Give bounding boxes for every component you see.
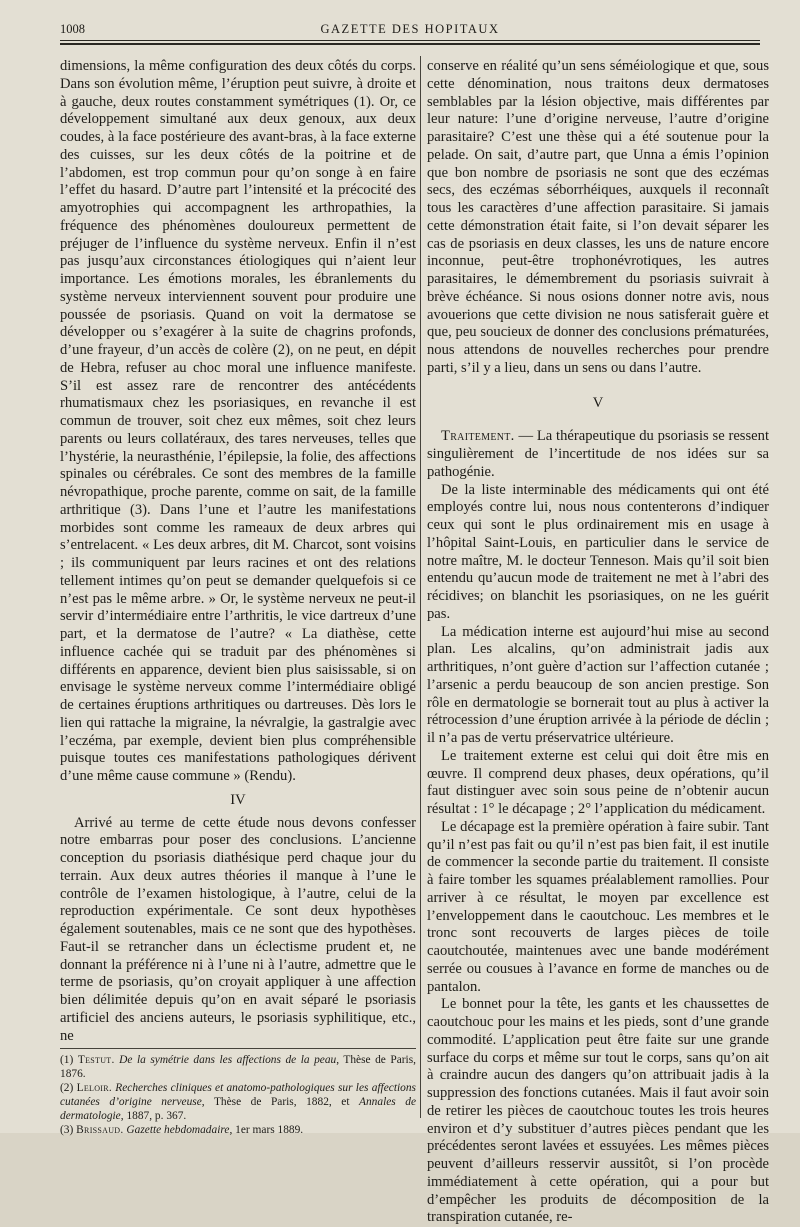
right-paragraph-5: Le traitement externe est celui qui doit être mis en œuvre. Il comprend deux phases, deux opérations, qu’il faut distinguer avec soin sous peine de n’obtenir aucun résultat : 1° le décapage ; 2° l’application du médicament. [427, 747, 769, 817]
left-column [60, 58, 416, 1137]
page-number: 1008 [60, 22, 85, 36]
header-rule-thin [60, 40, 760, 41]
right-paragraph-3: De la liste interminable des médicaments qui ont été employés contre lui, nous nous contenterons d’indiquer ceux qui sont le plus ordinairement mis en usage à l’hôpital Saint-Louis, en particulier dans le service de notre maître, M. le docteur Tenneson. Mais qu’il soit bien entendu qu’aucun mode de traitement ne met à l’abri des récidives; on blanchit les psoriasiques, on ne les guérit pas. [427, 481, 769, 622]
section-heading-v: V [592, 394, 604, 411]
right-paragraph-1: conserve en réalité qu’un sens séméiologique et que, sous cette dénomination, nous traitons deux dermatoses semblables par la lésion objective, mais différentes par leur nature: l’une d’origine nerveuse, l’autre d’origine parasitaire? C’est une thèse qui a été soutenue pour la pelade. On sait, d’autre part, que Unna a émis l’opinion que bon nombre de psoriasis ne sont que des eczémas secs, des eczémas séborrhéiques, auxquels il reconnaît tous les caractères d’une affection parasitaire. Si jamais cette démonstration était faite, si l’on devait séparer les cas de psoriasis en deux classes, les uns de nature encore inconnue, peut-être trophonévrotiques, les autres parasitaires, le démembrement du psoriasis suivrait à brève échéance. Si nous osions donner notre avis, nous avouerions que cette division ne nous satisferait guère et que, peu soucieux de donner des conclusions prématurées, nous attendons de nouvelles recherches pour prendre parti, s’il y a lieu, dans un sens ou dans l’autre. [427, 58, 769, 376]
column-divider [420, 56, 421, 1118]
left-paragraph-1: dimensions, la même configuration des deux côtés du corps. Dans son évolution même, l’éruption peut suivre, à droite et à gauche, deux routes constamment symétriques (1). Or, ce développement simultané aux deux genoux, aux deux coudes, à la face postérieure des avant-bras, à la face externe des cuisses, sur les deux côtés de la poitrine et de l’abdomen, est trop commun pour qu’on songe à en faire l’effet du hasard. D’autre part l’intensité et la précocité des amyotrophies qui accompagnent les arthropathies, la fréquence des phénomènes douloureux permettent de préjuger de l’influence du système nerveux. Enfin il n’est pas jusqu’aux circonstances étiologiques qui n’aient leur importance. Les émotions morales, les ébranlements du système nerveux interviennent souvent pour produire une poussée de psoriasis. Quand on voit la dermatose se développer ou s’exagérer à la suite de chagrins profonds, d’une frayeur, d’un accès de colère (2), on ne peut, en dépit de Hebra, refuser au choc moral une influence manifeste. S’il est assez rare de rencontrer des antécédents rhumatismaux chez les psoriasiques, en revanche il est commun de trouver, soit chez eux mêmes, soit chez leurs parents ou leurs collatéraux, des tares nerveuses, telles que l’hystérie, la neurasthénie, l’épilepsie, la folie, des affections spinales ou cérébrales. Ce sont des membres de la famille névropathique, proche parente, comme on sait, de la famille arthritique (3). Dans l’une et l’autre les manifestations morbides sont comme les rameaux de deux arbres qui s’entrelacent. « Les deux arbres, dit M. Charcot, sont voisins ; ils communiquent par leurs racines et ont des relations tellement intimes qu’on peut se demander quelquefois si ce n’est pas le même arbre. » Or, le système nerveux ne peut-il servir d’intermédiaire entre l’arthritis, le vice dartreux d’une part, et la dermatose de l’autre? « La diathèse, cette influence cachée qui se traduit par des phénomènes si différents en apparence, devient bien plus saisissable, si on envisage le système nerveux comme l’intermédiaire obligé de certaines éruptions arthritiques ou dartreuses. Dès lors le lien qui rattache la migraine, la névralgie, la gastralgie avec l’eczéma, par exemple, devient bien plus compréhensible puisque toutes ces manifestations pathologiques dérivent d’une même cause commune » (Rendu). [60, 58, 416, 784]
footnote-3: (3) Brissaud. Gazette hebdomadaire, 1er mars 1889. [60, 1124, 304, 1137]
treatment-paragraph: Traitement. — La thérapeutique du psoriasis se ressent singulièrement de l’incertitude de nos idées sur sa pathogénie. [427, 428, 769, 480]
right-paragraph-6: Le décapage est la première opération à faire subir. Tant qu’il n’est pas fait ou qu’il n’est pas bien fait, il est inutile de commencer la seconde partie du traitement. Il consiste à faire tomber les squames préalablement ramollies. Pour arriver à ce résultat, le moyen par excellence est l’enveloppement dans le caoutchouc. Les membres et le tronc sont recouverts de larges pièces de toile caoutchoutée, maintenues avec une bande modérément serrée ou cousues à l’avance en forme de manches ou de pantalon. [427, 818, 769, 995]
page-header [60, 22, 760, 38]
footnote-rule [60, 1048, 416, 1049]
right-column [427, 58, 769, 1227]
journal-title: GAZETTE DES HOPITAUX [320, 22, 500, 36]
footnote-1: (1) Testut. De la symétrie dans les affections de la peau, Thèse de Paris, 1876. [60, 1054, 417, 1081]
section-heading-iv: IV [230, 791, 246, 808]
right-paragraph-7: Le bonnet pour la tête, les gants et les chaussettes de caoutchouc pour les mains et les pieds, sont d’une grande commodité. L’application peut être faite sur une grande surface du corps et même sur tout le corps, sans qu’on ait à craindre aucun des dangers qu’on attribuait jadis à la suppression des fonctions cutanées. Mais il faut avoir soin de retirer les pièces de caoutchouc toutes les trois heures environ et d’y substituer d’autres pièces pendant que les précédentes seront lavées et essuyées. Les mêmes pièces peuvent d’ailleurs resservir aussitôt, si l’on procède immédiatement à cette opération, qui a pour but d’empêcher les produits de décomposition de la transpiration cutanée, re- [427, 996, 769, 1226]
right-paragraph-4: La médication interne est aujourd’hui mise au second plan. Les alcalins, qu’on administrait jadis aux arthritiques, n’ont guère d’action sur l’affection cutanée ; l’arsenic a perdu beaucoup de son ancien prestige. Son rôle en dermatologie se bornerait tout au plus à activer la rétrocession d’une éruption arrivée à la période de déclin ; il n’a pas de vertu préservatrice ultérieure. [427, 623, 769, 746]
footnote-2: (2) Leloir. Recherches cliniques et anatomo-pathologiques sur les affections cutanées d’origine nerveuse, Thèse de Paris, 1882, et Annales de dermatologie, 1887, p. 367. [60, 1082, 417, 1123]
header-rule-thick [60, 43, 760, 45]
left-paragraph-2: Arrivé au terme de cette étude nous devons confesser notre embarras pour poser des conclusions. L’ancienne conception du psoriasis diathésique perd chaque jour du terrain. Aux deux autres théories il manque à l’une le contrôle de l’examen histologique, à l’autre, celui de la reproduction expérimentale. Ce sont deux hypothèses également soutenables, mais ce ne sont que des hypothèses. Faut-il se retrancher dans un éclectisme prudent et, ne donnant la préférence ni à l’une ni à l’autre, admettre que le terme de psoriasis, qu’on croyait appliquer à une affection bien délimitée depuis qu’on en avait séparé le psoriasis artificiel des anciens auteurs, le psoriasis syphilitique, etc., ne [60, 814, 416, 1044]
treatment-label: Traitement. [441, 428, 515, 445]
